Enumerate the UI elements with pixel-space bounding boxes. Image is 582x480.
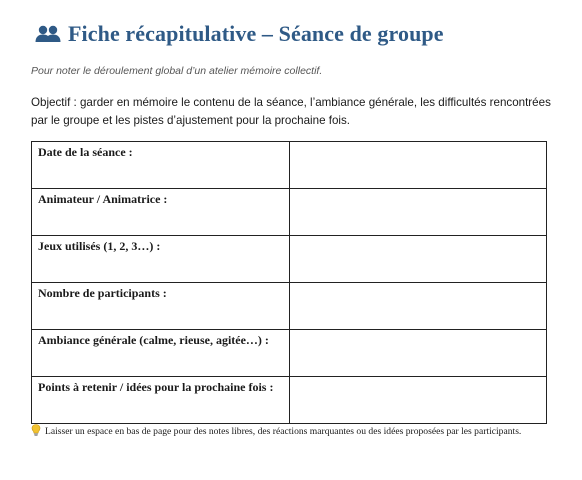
people-icon [34,23,62,45]
table-row [32,330,547,377]
field-value-cell[interactable] [290,236,547,283]
footer-note [31,424,551,439]
table-row [32,283,547,330]
field-label: Animateur / Animatrice : [32,189,290,236]
field-value-cell[interactable] [290,142,547,189]
field-label: Jeux utilisés (1, 2, 3…) : [32,236,290,283]
field-value-cell[interactable] [290,283,547,330]
session-summary-table [31,141,547,424]
table-row [32,377,547,424]
objective-paragraph: Objectif : garder en mémoire le contenu de la séance, l’ambiance générale, les difficultés rencontrées par le groupe et les pistes d’ajustement pour la prochaine fois. [31,96,551,127]
field-label: Ambiance générale (calme, rieuse, agitée…) : [32,330,290,377]
table-row [32,142,547,189]
page-title [34,21,444,47]
field-label: Points à retenir / idées pour la prochaine fois : [32,377,290,424]
table-row [32,236,547,283]
subtitle: Pour noter le déroulement global d’un atelier mémoire collectif. [31,65,323,77]
lightbulb-icon [31,424,41,436]
field-value-cell[interactable] [290,189,547,236]
table-row [32,189,547,236]
field-label: Date de la séance : [32,142,290,189]
field-value-cell[interactable] [290,330,547,377]
footer-note-text: Laisser un espace en bas de page pour des notes libres, des réactions marquantes ou des idées proposées par les participants. [45,426,522,437]
field-value-cell[interactable] [290,377,547,424]
page-title-text: Fiche récapitulative – Séance de groupe [68,21,444,46]
field-label: Nombre de participants : [32,283,290,330]
